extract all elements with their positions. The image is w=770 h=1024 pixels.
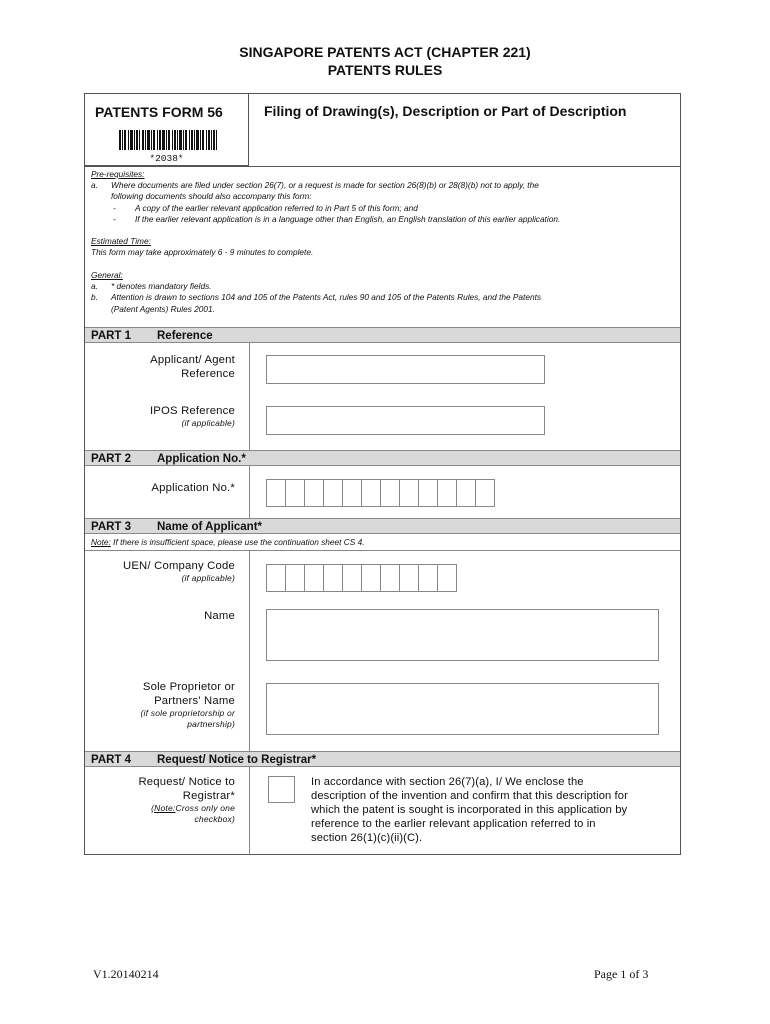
prereq-bullet: - If the earlier relevant application is in a language other than English, an English translation of this earlier application. bbox=[113, 213, 561, 224]
ipos-ref-label bbox=[150, 404, 235, 429]
applicant-ref-line2: Reference bbox=[181, 368, 235, 380]
part3-label: Name of Applicant* bbox=[157, 521, 263, 533]
request-text-line: which the patent is sought is incorporated in this application by bbox=[311, 804, 628, 816]
ipos-ref-note: (if applicable) bbox=[181, 418, 235, 428]
sole-line2: Partners' Name bbox=[154, 695, 235, 707]
part3-header bbox=[85, 518, 680, 534]
general-item-a: a. * denotes mandatory fields. bbox=[91, 281, 212, 292]
general-item-b: b. Attention is drawn to sections 104 and 105 of the Patents Act, rules 90 and 105 of the Patents Rules, and the Patents (Patent Agents) Rules 2001. bbox=[91, 292, 542, 314]
request-text-line: In accordance with section 26(7)(a), I/ We enclose the bbox=[311, 776, 584, 788]
footer-version: V1.20140214 bbox=[93, 967, 159, 981]
sole-line1: Sole Proprietor or bbox=[142, 681, 235, 693]
prerequisites bbox=[91, 169, 671, 225]
header-title: SINGAPORE PATENTS ACT (CHAPTER 221) bbox=[239, 44, 531, 60]
general-b-line2: (Patent Agents) Rules 2001. bbox=[111, 303, 215, 314]
request-text-line: reference to the earlier relevant application referred to in bbox=[311, 818, 596, 830]
sole-proprietor-input[interactable] bbox=[266, 683, 659, 735]
prereq-item-a bbox=[91, 180, 671, 225]
sole-proprietor-label bbox=[141, 680, 236, 730]
general-notes bbox=[91, 270, 671, 315]
application-no-label: Application No.* bbox=[151, 482, 235, 494]
part2-header bbox=[85, 450, 680, 466]
estimated-text: This form may take approximately 6 - 9 minutes to complete. bbox=[91, 247, 314, 258]
part1-label: Reference bbox=[157, 330, 213, 342]
barcode-text: *2038* bbox=[149, 153, 184, 164]
part4-header bbox=[85, 751, 680, 767]
part3-note-prefix: Note: bbox=[91, 537, 111, 547]
uen-label bbox=[123, 559, 235, 584]
uen-label-text: UEN/ Company Code bbox=[122, 560, 235, 572]
applicant-ref-line1: Applicant/ Agent bbox=[150, 354, 235, 366]
estimated-heading: Estimated Time: bbox=[91, 236, 151, 246]
header-subtitle: PATENTS RULES bbox=[327, 62, 443, 78]
request-line2: Registrar* bbox=[182, 790, 235, 802]
general-b-line1: Attention is drawn to sections 104 and 105 of the Patents Act, rules 90 and 105 of the Patents Rules, and the Patents bbox=[111, 292, 542, 303]
part2-label: Application No.* bbox=[157, 453, 246, 465]
part3-note-text: If there is insufficient space, please use the continuation sheet CS 4. bbox=[110, 537, 365, 547]
request-note-rest: Cross only one bbox=[175, 803, 235, 813]
part3-note bbox=[91, 537, 365, 548]
request-checkbox[interactable] bbox=[268, 776, 295, 803]
form-title: Filing of Drawing(s), Description or Part of Description bbox=[264, 103, 627, 119]
sole-note2: partnership) bbox=[187, 719, 235, 729]
application-no-input[interactable] bbox=[266, 479, 495, 507]
footer-page-number: Page 1 of 3 bbox=[594, 967, 649, 981]
part1-number: PART 1 bbox=[91, 330, 132, 342]
ipos-ref-text: IPOS Reference bbox=[149, 405, 235, 417]
form-number: PATENTS FORM 56 bbox=[95, 104, 223, 120]
sole-note1: (if sole proprietorship or bbox=[140, 708, 235, 718]
part1-header bbox=[85, 327, 680, 343]
uen-note: (if applicable) bbox=[181, 573, 235, 583]
request-text bbox=[311, 775, 681, 845]
prereq-a-line1: Where documents are filed under section 26(7), or a request is made for section 26(8)(b) or 28(8)(b) not to apply, the bbox=[111, 180, 539, 191]
barcode-image bbox=[119, 130, 217, 150]
request-text-line: section 26(1)(c)(ii)(C). bbox=[311, 832, 423, 844]
request-text-line: description of the invention and confirm that this description for bbox=[311, 790, 628, 802]
uen-input[interactable] bbox=[266, 564, 457, 592]
prereq-heading: Pre-requisites: bbox=[91, 169, 145, 179]
prereq-a-line2: following documents should also accompany this form: bbox=[111, 191, 312, 202]
request-line1: Request/ Notice to bbox=[138, 776, 235, 788]
column-divider bbox=[249, 343, 250, 450]
part2-number: PART 2 bbox=[91, 453, 132, 465]
request-note-prefix: (Note: bbox=[151, 803, 176, 813]
column-divider bbox=[249, 551, 250, 751]
ipos-ref-input[interactable] bbox=[266, 406, 545, 435]
general-a-text: * denotes mandatory fields. bbox=[111, 281, 212, 292]
form-number-cell bbox=[84, 93, 249, 166]
divider bbox=[85, 550, 680, 551]
applicant-ref-label bbox=[150, 353, 235, 381]
divider bbox=[84, 166, 681, 167]
part3-number: PART 3 bbox=[91, 521, 132, 533]
applicant-ref-input[interactable] bbox=[266, 355, 545, 384]
column-divider bbox=[249, 466, 250, 518]
general-heading: General: bbox=[91, 270, 123, 280]
part4-number: PART 4 bbox=[91, 754, 132, 766]
name-input[interactable] bbox=[266, 609, 659, 661]
request-note-line2: checkbox) bbox=[194, 814, 235, 824]
estimated-time bbox=[91, 236, 671, 258]
prereq-bullet-text: A copy of the earlier relevant application referred to in Part 5 of this form; and bbox=[135, 202, 418, 213]
column-divider bbox=[249, 767, 250, 855]
part4-label: Request/ Notice to Registrar* bbox=[157, 754, 317, 766]
prereq-a-marker: a. bbox=[91, 180, 98, 191]
request-label bbox=[138, 775, 235, 825]
prereq-bullet-text: If the earlier relevant application is in a language other than English, an English translation of this earlier application. bbox=[135, 213, 561, 224]
prereq-bullet: - A copy of the earlier relevant application referred to in Part 5 of this form; and bbox=[113, 202, 418, 213]
name-label: Name bbox=[204, 610, 235, 622]
